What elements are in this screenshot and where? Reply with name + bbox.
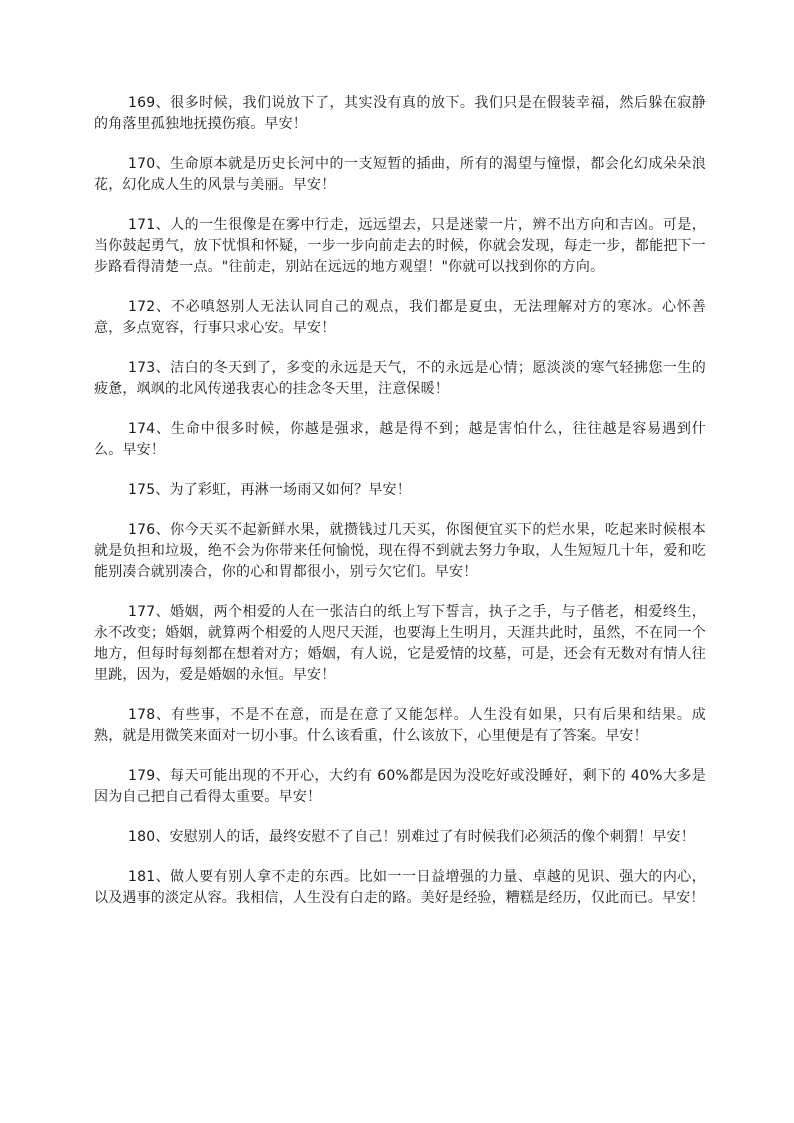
paragraph-176: 176、你今天买不起新鲜水果，就攒钱过几天买，你图便宜买下的烂水果，吃起来时候根本就是负担和垃圾，绝不会为你带来任何愉悦，现在得不到就去努力争取，人生短短几十年，爱和吃能别凑合就别凑合，你的心和胃都很小，别亏欠它们。早安！: [94, 522, 706, 580]
paragraph-170: 170、生命原本就是历史长河中的一支短暂的插曲，所有的渴望与憧憬，都会化幻成朵朵浪花，幻化成人生的风景与美丽。早安！: [94, 156, 706, 193]
paragraph-178: 178、有些事，不是不在意，而是在意了又能怎样。人生没有如果，只有后果和结果。成熟，就是用微笑来面对一切小事。什么该看重，什么该放下，心里便是有了答案。早安！: [94, 707, 706, 744]
paragraph-169: 169、很多时候，我们说放下了，其实没有真的放下。我们只是在假装幸福，然后躲在寂静的角落里孤独地抚摸伤痕。早安！: [94, 95, 706, 132]
paragraph-175: 175、为了彩虹，再淋一场雨又如何？早安！: [128, 482, 411, 498]
paragraph-173: 173、洁白的冬天到了，多变的永远是天气，不的永远是心情；愿淡淡的寒气轻拂您一生的疲惫，飒飒的北风传递我衷心的挂念冬天里，注意保暖！: [94, 360, 706, 397]
paragraph-179: 179、每天可能出现的不开心，大约有 60%都是因为没吃好或没睡好，剩下的 40%大多是因为自己把自己看得太重要。早安！: [94, 768, 706, 805]
paragraph-177: 177、婚姻，两个相爱的人在一张洁白的纸上写下誓言，执子之手，与子偕老，相爱终生，永不改变；婚姻，就算两个相爱的人咫尺天涯，也要海上生明月，天涯共此时，虽然，不在同一个地方，但每时每刻都在想着对方；婚姻，有人说，它是爱情的坟墓，可是，还会有无数对有情人往里跳，因为，爱是婚姻的永恒。早安！: [94, 604, 706, 683]
paragraph-174: 174、生命中很多时候，你越是强求，越是得不到；越是害怕什么，往往越是容易遇到什么。早安！: [94, 421, 706, 458]
paragraph-171: 171、人的一生很像是在雾中行走，远远望去，只是迷蒙一片，辨不出方向和吉凶。可是，当你鼓起勇气，放下忧惧和怀疑，一步一步向前走去的时候，你就会发现，每走一步，都能把下一步路看得清楚一点。"往前走，别站在远远的地方观望！"你就可以找到你的方向。: [94, 217, 706, 275]
paragraph-181: 181、做人要有别人拿不走的东西。比如一一日益增强的力量、卓越的见识、强大的内心，以及遇事的淡定从容。我相信，人生没有白走的路。美好是经验，糟糕是经历，仅此而已。早安！: [94, 869, 706, 906]
document-body: [94, 93, 706, 928]
paragraph-180: 180、安慰别人的话，最终安慰不了自己！别难过了有时候我们必须活的像个刺猬！早安！: [128, 829, 695, 845]
paragraph-172: 172、不必嗔怒别人无法认同自己的观点，我们都是夏虫，无法理解对方的寒冰。心怀善意，多点宽容，行事只求心安。早安！: [94, 299, 706, 336]
